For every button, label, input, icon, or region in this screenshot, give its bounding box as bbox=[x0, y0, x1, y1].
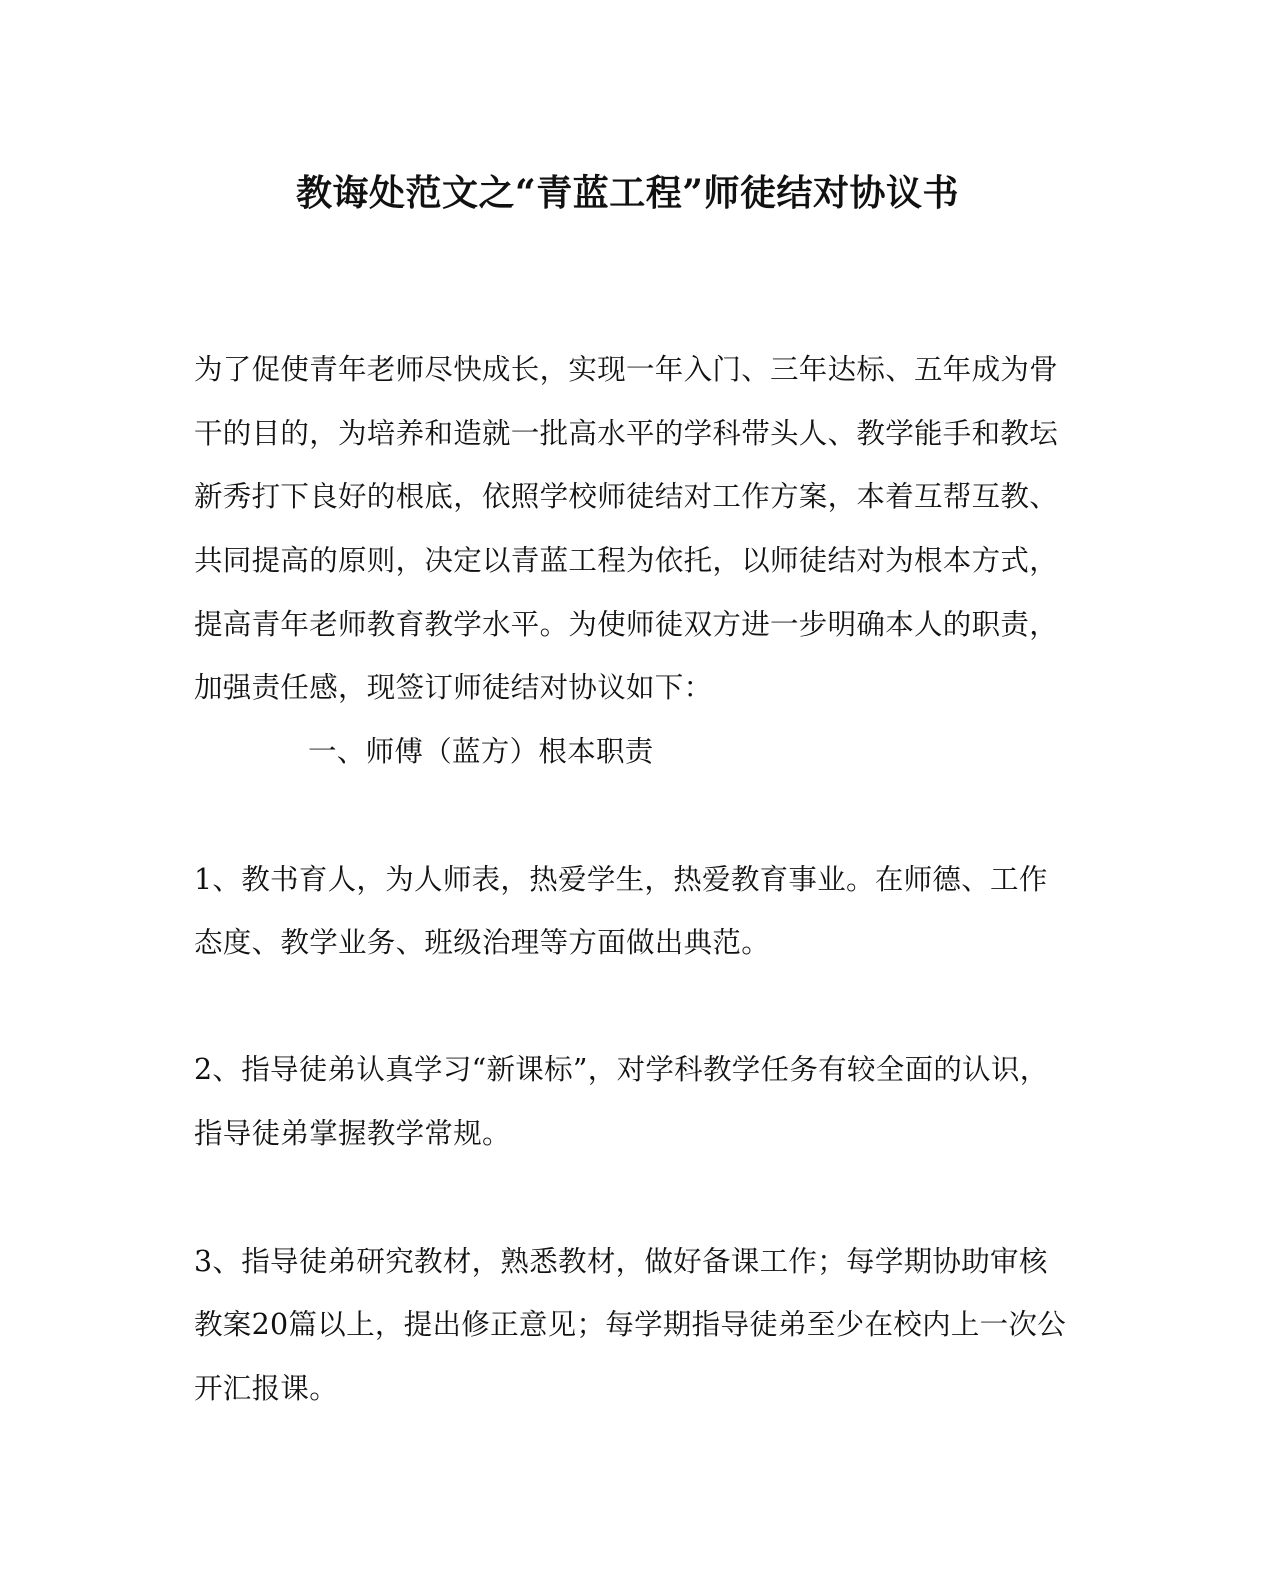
item1-line-2: 态度、教学业务、班级治理等方面做出典范。 bbox=[194, 926, 771, 959]
item1-line-1: 1、教书育人，为人师表，热爱学生，热爱教育事业。在师德、工作 bbox=[194, 863, 1048, 896]
item3-line-1: 3、指导徒弟研究教材，熟悉教材，做好备课工作；每学期协助审核 bbox=[194, 1245, 1048, 1278]
section-heading: 一、师傅（蓝方）根本职责 bbox=[308, 735, 654, 768]
intro-line-6: 加强责任感，现签订师徒结对协议如下： bbox=[194, 671, 713, 704]
item3-line-2: 教案20篇以上，提出修正意见；每学期指导徒弟至少在校内上一次公 bbox=[194, 1308, 1067, 1341]
item2-line-2: 指导徒弟掌握教学常规。 bbox=[194, 1117, 511, 1150]
item3-line-3: 开汇报课。 bbox=[194, 1372, 339, 1405]
intro-line-1: 为了促使青年老师尽快成长，实现一年入门、三年达标、五年成为骨 bbox=[194, 353, 1059, 386]
intro-line-3: 新秀打下良好的根底，依照学校师徒结对工作方案，本着互帮互教、 bbox=[194, 480, 1059, 513]
intro-line-5: 提高青年老师教育教学水平。为使师徒双方进一步明确本人的职责， bbox=[194, 608, 1059, 641]
item2-line-1: 2、指导徒弟认真学习“新课标”，对学科教学任务有较全面的认识， bbox=[194, 1053, 1049, 1086]
document-title: 教诲处范文之“青蓝工程”师徒结对协议书 bbox=[296, 172, 959, 214]
intro-line-4: 共同提高的原则，决定以青蓝工程为依托，以师徒结对为根本方式， bbox=[194, 544, 1059, 577]
intro-line-2: 干的目的，为培养和造就一批高水平的学科带头人、教学能手和教坛 bbox=[194, 417, 1059, 450]
